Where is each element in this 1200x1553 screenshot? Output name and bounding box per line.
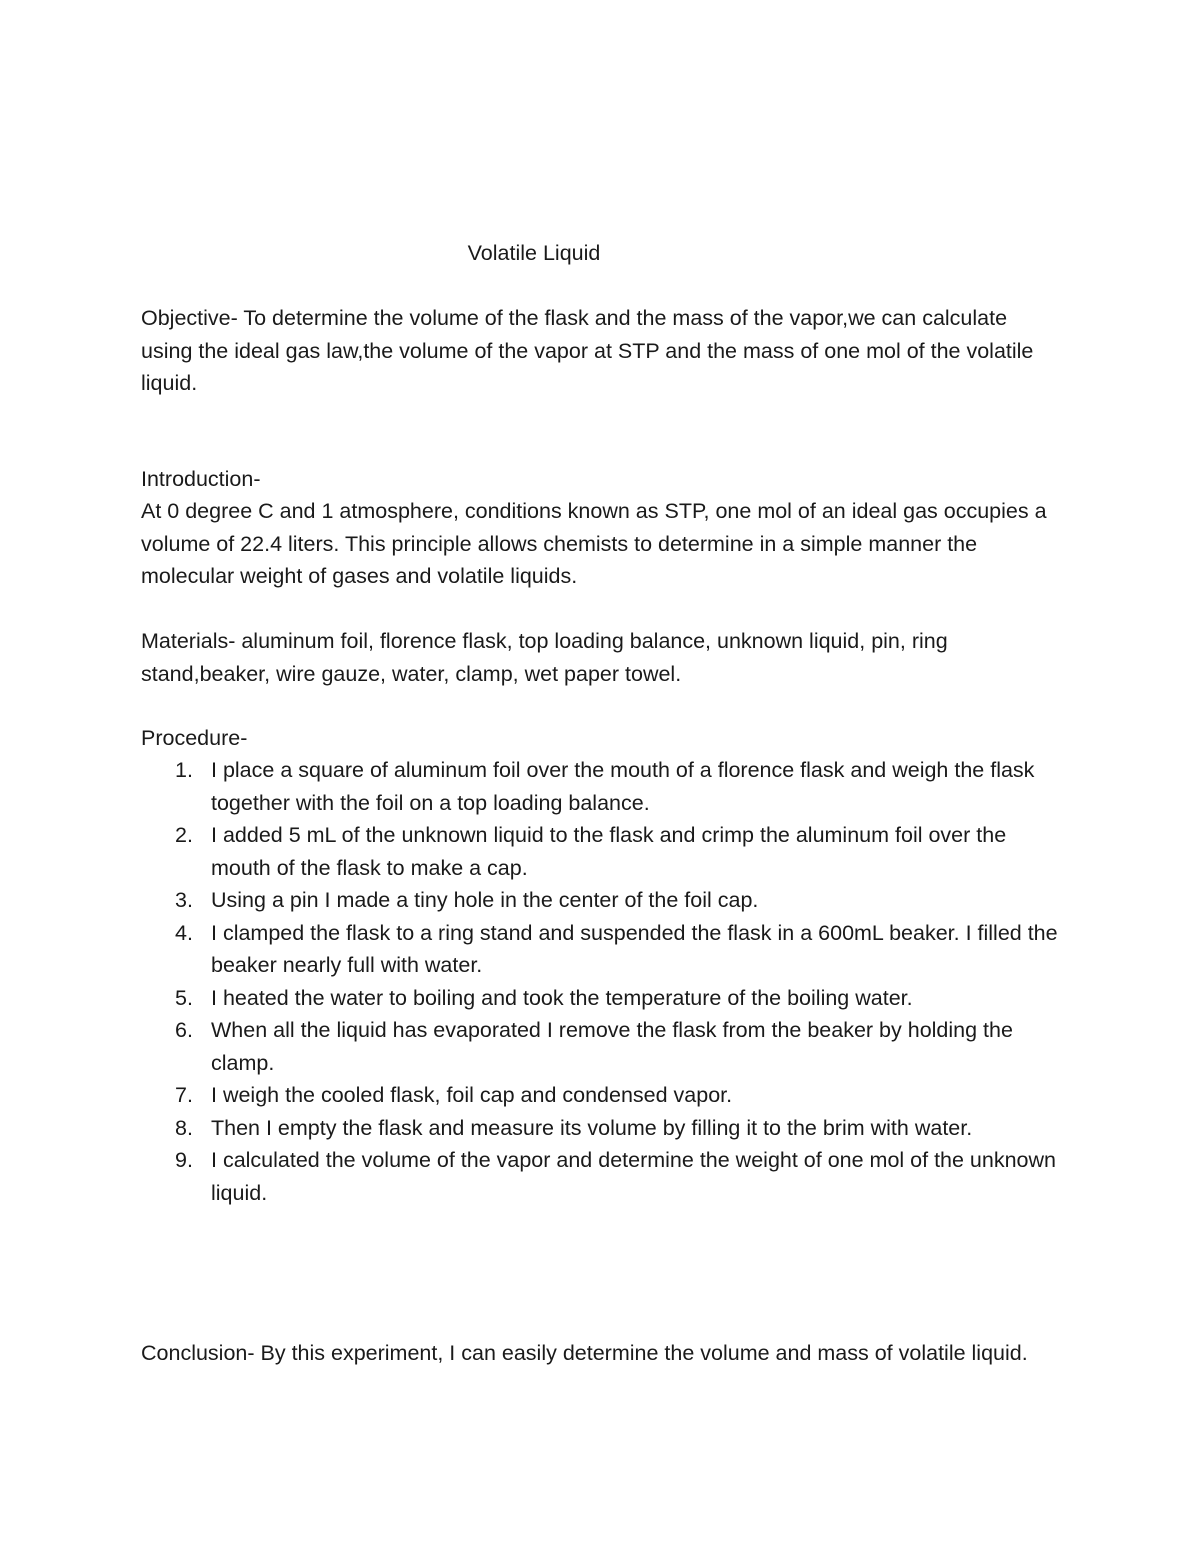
procedure-step	[141, 1014, 1071, 1079]
procedure-step-number: 4.	[175, 920, 193, 945]
procedure-step-number: 1.	[175, 758, 193, 782]
procedure-step-number: 7.	[175, 1083, 193, 1107]
procedure-step-text: I clamped the flask to a ring stand and suspended the flask in a 600mL beaker. I filled the beaker nearly full with water.	[211, 920, 1058, 977]
procedure-step	[141, 1144, 1071, 1209]
conclusion-paragraph: Conclusion- By this experiment, I can easily determine the volume and mass of volatile liquid.	[141, 1341, 1028, 1365]
procedure-heading: Procedure-	[141, 726, 248, 750]
procedure-step	[141, 1079, 1071, 1112]
materials-paragraph: Materials- aluminum foil, florence flask, top loading balance, unknown liquid, pin, ring stand,beaker, wire gauze, water, clamp, wet paper towel.	[141, 629, 948, 686]
procedure-step-text: I heated the water to boiling and took the temperature of the boiling water.	[211, 985, 913, 1010]
objective-paragraph: Objective- To determine the volume of the flask and the mass of the vapor,we can calculate using the ideal gas law,the volume of the vapor at STP and the mass of one mol of the volatile liquid.	[141, 306, 1034, 395]
procedure-step	[141, 982, 1071, 1015]
procedure-step-number: 2.	[175, 823, 193, 847]
procedure-step-text: I place a square of aluminum foil over the mouth of a florence flask and weigh the flask together with the foil on a top loading balance.	[211, 758, 1035, 815]
procedure-step-text: I calculated the volume of the vapor and determine the weight of one mol of the unknown liquid.	[211, 1148, 1056, 1205]
procedure-step-text: Using a pin I made a tiny hole in the center of the foil cap.	[211, 888, 759, 912]
procedure-step-number: 9.	[175, 1148, 193, 1172]
procedure-step-number: 3.	[175, 888, 193, 912]
procedure-step-text: When all the liquid has evaporated I remove the flask from the beaker by holding the clamp.	[211, 1018, 1013, 1075]
procedure-step-text: I added 5 mL of the unknown liquid to the flask and crimp the aluminum foil over the mouth of the flask to make a cap.	[211, 823, 1007, 880]
procedure-list	[141, 754, 1071, 1209]
procedure-step-number: 6.	[175, 1018, 193, 1042]
procedure-step	[141, 1112, 1071, 1145]
procedure-step-text: Then I empty the flask and measure its volume by filling it to the brim with water.	[211, 1115, 973, 1140]
introduction-paragraph: At 0 degree C and 1 atmosphere, conditions known as STP, one mol of an ideal gas occupies a volume of 22.4 liters. This principle allows chemists to determine in a simple manner the molecular weight of gases and volatile liquids.	[141, 499, 1047, 588]
procedure-step	[141, 884, 1071, 917]
procedure-step	[141, 819, 1071, 884]
procedure-step-text: I weigh the cooled flask, foil cap and condensed vapor.	[211, 1083, 733, 1107]
procedure-step	[141, 754, 1071, 819]
procedure-step-number: 5.	[175, 985, 193, 1010]
procedure-step-number: 8.	[175, 1115, 193, 1140]
introduction-heading: Introduction-	[141, 467, 261, 491]
document-title: Volatile Liquid	[467, 241, 601, 265]
procedure-step	[141, 917, 1071, 982]
